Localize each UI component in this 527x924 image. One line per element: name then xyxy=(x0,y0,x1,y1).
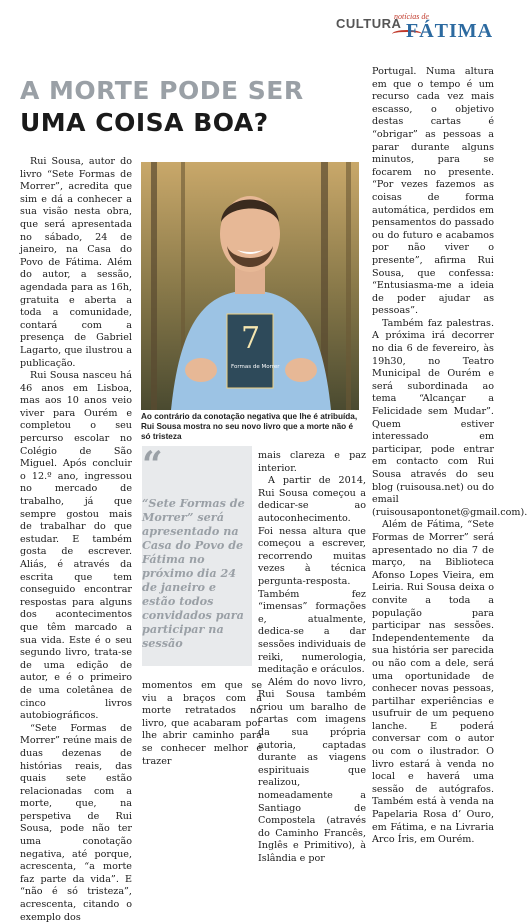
paragraph: Também faz palestras. A próxima irá decorrer no dia 6 de fevereiro, às 19h30, no Teatro Municipal de Ourém e será subordinada ao tema “Alcançar a Felicidade sem Mudar”. Quem estiver interessado em participar, pode entrar em contacto com Rui Sousa através do seu blog (ruisousa.net) ou do email (ruisousapontonet@gmail.com). xyxy=(372,317,527,518)
paragraph: mais clareza e paz interior. xyxy=(258,450,366,474)
paragraph: momentos em que se viu a braços com a morte retratados no livro, que acabaram por lhe abrir caminho para se conhecer melhor e trazer xyxy=(142,680,262,767)
article-column-3 xyxy=(258,450,366,866)
headline-line1: A MORTE PODE SER xyxy=(20,76,304,105)
paragraph: A partir de 2014, Rui Sousa começou a dedicar-se ao autoconhecimento. Foi nessa altura que começou a escrever, recorrendo muitas vezes à técnica pergunta-resposta. Também fez “imensas” formações e, atualmente, dedica-se a dar sessões individuais de reiki, numerologia, meditação e oráculos. xyxy=(258,475,366,676)
paragraph: Portugal. Numa altura em que o tempo é um recurso cada vez mais escasso, o objetivo destas cartas é “obrigar” as pessoas a parar durante alguns minutos, para se focarem no presente. “Por vezes fazemos as coisas de forma automática, perdidos em pensamentos do passado ou do futuro e acabamos por não viver o presente”, afirma Rui Sousa, que confessa: “Entusiasma-me a ideia de poder ajudar as pessoas”. xyxy=(372,66,494,317)
book-cover-number: 7 xyxy=(241,321,261,356)
paragraph: Além de Fátima, “Sete Formas de Morrer” será apresentado no dia 7 de março, na Biblioteca Afonso Lopes Vieira, em Leiria. Rui Sousa deixa o convite a toda a população para participar nas sessões. Independentemente da sua história ser parecida ou não com a dele, será uma oportunidade de conhecer novas pessoas, partilhar experiências e usufruir de um pequeno lanche. E poderá conversar com o autor ou com o ilustrador. O livro estará à venda no local e haverá uma sessão de autógrafos. Também está à venda na Papelaria Rosa d’ Ouro, em Fátima, e na Livraria Arco Íris, em Ourém. xyxy=(372,519,494,846)
photo-caption: Ao contrário da conotação negativa que lhe é atribuída, Rui Sousa mostra no seu novo livro que a morte não é só tristeza xyxy=(141,412,358,441)
section-label: CULTURA xyxy=(336,16,402,31)
headline-line2: UMA COISA BOA? xyxy=(20,108,269,137)
article-column-4 xyxy=(372,66,527,847)
pullquote-text: “Sete Formas de Morrer” será apresentado na Casa do Povo de Fátima no próximo dia 24 de janeiro e estão todos convidados para participar na sessão xyxy=(142,496,245,650)
author-photo xyxy=(141,162,359,410)
masthead-title: FÁTIMA xyxy=(406,20,494,42)
author-photo-illustration xyxy=(141,162,359,410)
pullquote-box xyxy=(142,446,252,666)
article-column-1 xyxy=(20,156,132,924)
quote-mark-icon: “ xyxy=(142,444,163,486)
masthead-logo xyxy=(392,12,502,44)
book-cover-title: Formas de Morrer xyxy=(231,364,280,370)
paragraph: Rui Sousa nasceu há 46 anos em Lisboa, mas aos 10 anos veio viver para Ourém e completou o seu percurso escolar no Colégio de São Miguel. Após concluir o 12.º ano, ingressou no mercado de trabalho, já que sempre gostou mais de trabalhar do que estudar. E também gosta de escrever. Aliás, é através da escrita que tem conseguido encontrar respostas para alguns dos acontecimentos que têm marcado a sua vida. Este é o seu segundo livro, trata-se de uma edição de autor, e é o primeiro de uma coletânea de cinco livros autobiográficos. xyxy=(20,370,132,722)
paragraph: Rui Sousa, autor do livro “Sete Formas de Morrer”, acredita que sim e dá a conhecer a sua visão nesta obra, que será apresentada no sábado, 24 de janeiro, na Casa do Povo de Fátima. Além do autor, a sessão, agendada para as 16h, gratuita e aberta a toda a comunidade, contará com a presença de Gabriel Lagarto, que ilustrou a publicação. xyxy=(20,156,132,369)
paragraph: Além do novo livro, Rui Sousa também criou um baralho de cartas com imagens da sua própria autoria, captadas durante as viagens espirituais que realizou, nomeadamente a Santiago de Compostela (através do Caminho Francês, Inglês e Primitivo), à Islândia e por xyxy=(258,676,366,864)
article-column-2 xyxy=(142,680,262,768)
paragraph: “Sete Formas de Morrer” reúne mais de duas dezenas de histórias reais, das quais sete estão relacionadas com a morte, que, na perspetiva de Rui Sousa, pode não ter uma conotação negativa, até porque, acrescenta, “a morte faz parte da vida”. E “não é só tristeza”, acrescenta, citando o exemplo dos xyxy=(20,722,133,923)
masthead-small-text: notícias de xyxy=(394,12,429,21)
